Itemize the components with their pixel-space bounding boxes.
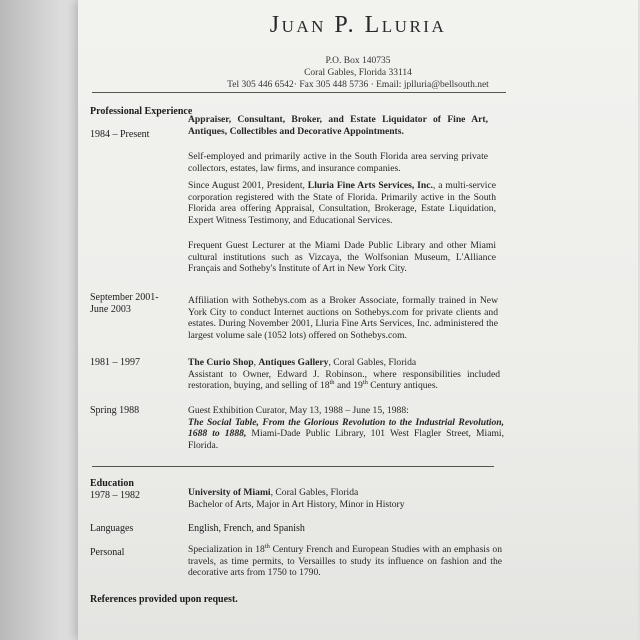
experience-heading: Professional Experience [90,106,193,117]
header-rule [92,92,506,93]
references-note: References provided upon request. [90,594,238,605]
entry4-date: Spring 1988 [90,405,140,416]
university-name: University of Miami [188,487,271,498]
personal-text: Specialization in 18th Century French and European Studies with an emphasis on travels, as time permits, to Versailles to study its influence on fashion and the decorative arts from 1750 to 1790. [188,542,502,579]
exhibition-title: The Social Table, From the Glorious Revolution to the Industrial Revolution, 1688 to 1888, [188,416,504,440]
city-line: Coral Gables, Florida 33114 [304,68,412,78]
antiques-gallery: Antiques Gallery [258,357,329,368]
entry2-text: Affiliation with Sothebys.com as a Broker Associate, formally trained in New York City to conduct Internet auctions on Sothebys.com for private clients and estates. During November 2001, Lluria Fine Arts Services, Inc. administered the largest volume sale (1052 lots) offered on Sothebys.com. [188,295,498,341]
entry2-date-line2: June 2003 [90,304,131,315]
curio-shop-name: The Curio Shop [188,357,254,368]
education-date: 1978 – 1982 [90,490,140,501]
po-box: P.O. Box 140735 [325,56,391,66]
entry3-date: 1981 – 1997 [90,357,140,368]
languages-value: English, French, and Spanish [188,523,305,534]
entry1-date: 1984 – Present [90,129,150,140]
education-rule [92,466,494,467]
entry1-p1: Self-employed and primarily active in the South Florida area serving private collectors, estates, law firms, and insurance companies. [188,151,488,174]
entry1-title: Appraiser, Consultant, Broker, and Estate Liquidator of Fine Art, Antiques, Collectibles and Decorative Appointments. [188,114,488,137]
resume-page [78,0,638,640]
company-name: Lluria Fine Arts Services, Inc. [307,180,433,191]
entry1-p3: Frequent Guest Lecturer at the Miami Dade Public Library and other Miami cultural institutions such as Vizcaya, the Wolfsonian Museum, L'Alliance Français and Sotheby's Institute of Art in New York City. [188,240,496,275]
education-heading: Education [90,478,134,489]
contact-line: Tel 305 446 6542· Fax 305 448 5736 · Email: jplluria@bellsouth.net [227,80,489,90]
resume-name: Juan P. Lluria [269,12,447,38]
entry1-p2: Since August 2001, President, Lluria Fine Arts Services, Inc., a multi-service corporation registered with the State of Florida. Primarily active in the South Florida area offering Appraisal, Consultation, Brokerage, Estate Liquidation, Expert Witness Testimony, and Educational Services. [188,180,496,226]
entry4-text: Guest Exhibition Curator, May 13, 1988 – June 15, 1988: The Social Table, From the Glorious Revolution to the Industrial Revolution, 1688 to 1888, Miami-Dade Public Library, 101 West Flagler Street, Miami, Florida. [188,405,504,451]
entry2-date-line1: September 2001- [90,292,159,303]
personal-label: Personal [90,547,125,558]
languages-label: Languages [90,523,134,534]
entry3-text: The Curio Shop, Antiques Gallery, Coral Gables, Florida Assistant to Owner, Edward J. Robinson., where responsibilities included restoration, buying, and selling of 18th and 19th Century antiques. [188,357,500,392]
education-text: University of Miami, Coral Gables, Florida Bachelor of Arts, Major in Art History, Minor in History [188,487,405,510]
